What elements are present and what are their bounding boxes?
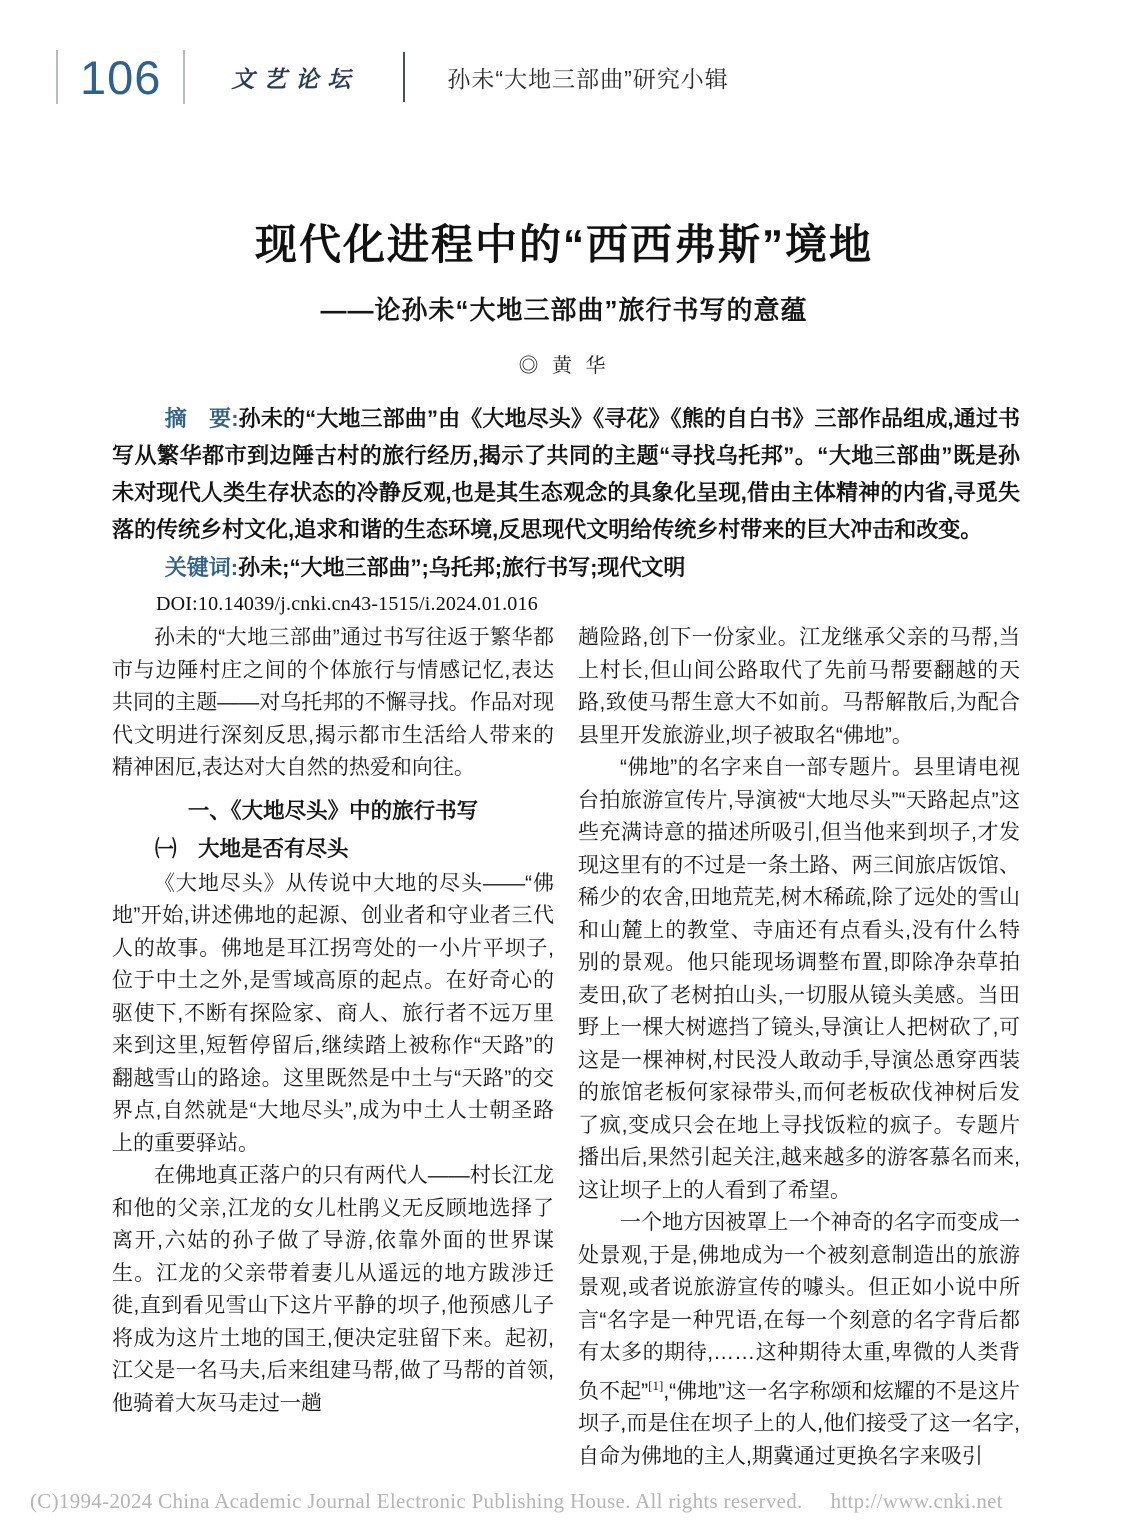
paragraph: “佛地”的名字来自一部专题片。县里请电视台拍旅游宣传片,导演被“大地尽头”“天路起点”这些充满诗意的描述所吸引,但当他来到坝子,才发现这里有的不过是一条土路、两三间旅店饭馆、稀少的农舍,田地荒芜,树木稀疏,除了远处的雪山和山麓上的教堂、寺庙还有点看头,没有什么特别的景观。他只能现场调整布置,即除净杂草拍麦田,砍了老树拍山头,一切服从镜头美感。当田野上一棵大树遮挡了镜头,导演让人把树砍了,可这是一棵神树,村民没人敢动手,导演怂恿穿西装的旅馆老板何家禄带头,而何老板砍伐神树后发了疯,变成只会在地上寻找饭粒的疯子。专题片播出后,果然引起关注,越来越多的游客慕名而来,这让坝子上的人看到了希望。: [578, 756, 1020, 1202]
doi: DOI:10.14039/j.cnki.cn43-1515/i.2024.01.016: [156, 593, 538, 615]
paragraph: 孙未的“大地三部曲”通过书写往返于繁华都市与边陲村庄之间的个体旅行与情感记忆,表达共同的主题——对乌托邦的不懈寻找。作品对现代文明进行深刻反思,揭示都市生活给人带来的精神困厄,表达对大自然的热爱和向往。: [112, 626, 554, 779]
article-title: 现代化进程中的“西西弗斯”境地: [254, 221, 873, 268]
abstract-label: 摘 要:: [164, 406, 239, 431]
section-heading: 一、《大地尽头》中的旅行书写: [187, 798, 479, 823]
paragraph: 一个地方因被罩上一个神奇的名字而变成一处景观,于是,佛地成为一个被刻意制造出的旅游景观,或者说旅游宣传的噱头。但正如小说中所言“名字是一种咒语,在每一个刻意的名字背后都有太多的期待,……这种期待太重,卑微的人类背负不起”[1],“佛地”这一名字称颂和炫耀的不是这片坝子,而是住在坝子上的人,他们接受了这一名字,自命为佛地的主人,期冀通过更换名字来吸引: [578, 1211, 1020, 1468]
journal-name: 文艺论坛: [231, 66, 360, 92]
copyright-text: (C)1994-2024 China Academic Journal Electronic Publishing House. All rights reserved.: [30, 1489, 803, 1513]
paragraph: 趟险路,创下一份家业。江龙继承父亲的马帮,当上村长,但山间公路取代了先前马帮要翻越的天路,致使马帮生意大不如前。马帮解散后,为配合县里开发旅游业,坝子被取名“佛地”。: [578, 626, 1020, 747]
page-footer: [30, 1489, 1100, 1514]
abstract-text: 孙未的“大地三部曲”由《大地尽头》《寻花》《熊的自白书》三部作品组成,通过书写从繁华都市到边陲古村的旅行经历,揭示了共同的主题“寻找乌托邦”。“大地三部曲”既是孙未对现代人类生存状态的冷静反观,也是其生态观念的具象化呈现,借由主体精神的内省,寻觅失落的传统乡村文化,追求和谐的生态环境,反思现代文明给传统乡村带来的巨大冲击和改变。: [112, 406, 1020, 542]
paragraph: 在佛地真正落户的只有两代人——村长江龙和他的父亲,江龙的女儿杜鹃义无反顾地选择了离开,六姑的孙子做了导游,依靠外面的世界谋生。江龙的父亲带着妻儿从遥远的地方跋涉迁徙,直到看见雪山下这片平静的坝子,他预感儿子将成为这片土地的国王,便决定驻留下来。起初,江父是一名马夫,后来组建马帮,做了马帮的首领,他骑着大灰马走过一趟: [112, 1164, 554, 1415]
meta-block: [112, 400, 1020, 616]
column-left: [112, 622, 554, 1473]
column-right: [578, 622, 1020, 1473]
page-number: 106: [80, 50, 162, 104]
issue-title: 孙未“大地三部曲”研究小辑: [447, 65, 729, 92]
keywords: [112, 549, 1020, 586]
author-name: 黄 华: [552, 355, 610, 377]
author-line: [0, 349, 1128, 378]
article-body: [112, 622, 1020, 1473]
title-block: [0, 212, 1128, 378]
keywords-text: 孙未;“大地三部曲”;乌托邦;旅行书写;现代文明: [238, 555, 686, 580]
section-heading: ㈠ 大地是否有尽头: [155, 837, 349, 861]
abstract: [112, 400, 1020, 548]
page-header: [56, 46, 729, 108]
author-mark-icon: ◎: [518, 355, 543, 377]
citation-ref: [1]: [648, 1377, 664, 1393]
article-subtitle: ——论孙未“大地三部曲”旅行书写的意蕴: [320, 295, 808, 325]
paragraph: 《大地尽头》从传说中大地的尽头——“佛地”开始,讲述佛地的起源、创业者和守业者三代人的故事。佛地是耳江拐弯处的一小片平坝子,位于中土之外,是雪域高原的起点。在好奇心的驱使下,不断有探险家、商人、旅行者不远万里来到这里,短暂停留后,继续踏上被称作“天路”的翻越雪山的路途。这里既然是中土与“天路”的交界点,自然就是“大地尽头”,成为中土人士朝圣路上的重要驿站。: [112, 871, 554, 1155]
cnki-url: http://www.cnki.net: [830, 1489, 1003, 1513]
keywords-label: 关键词:: [164, 555, 239, 580]
